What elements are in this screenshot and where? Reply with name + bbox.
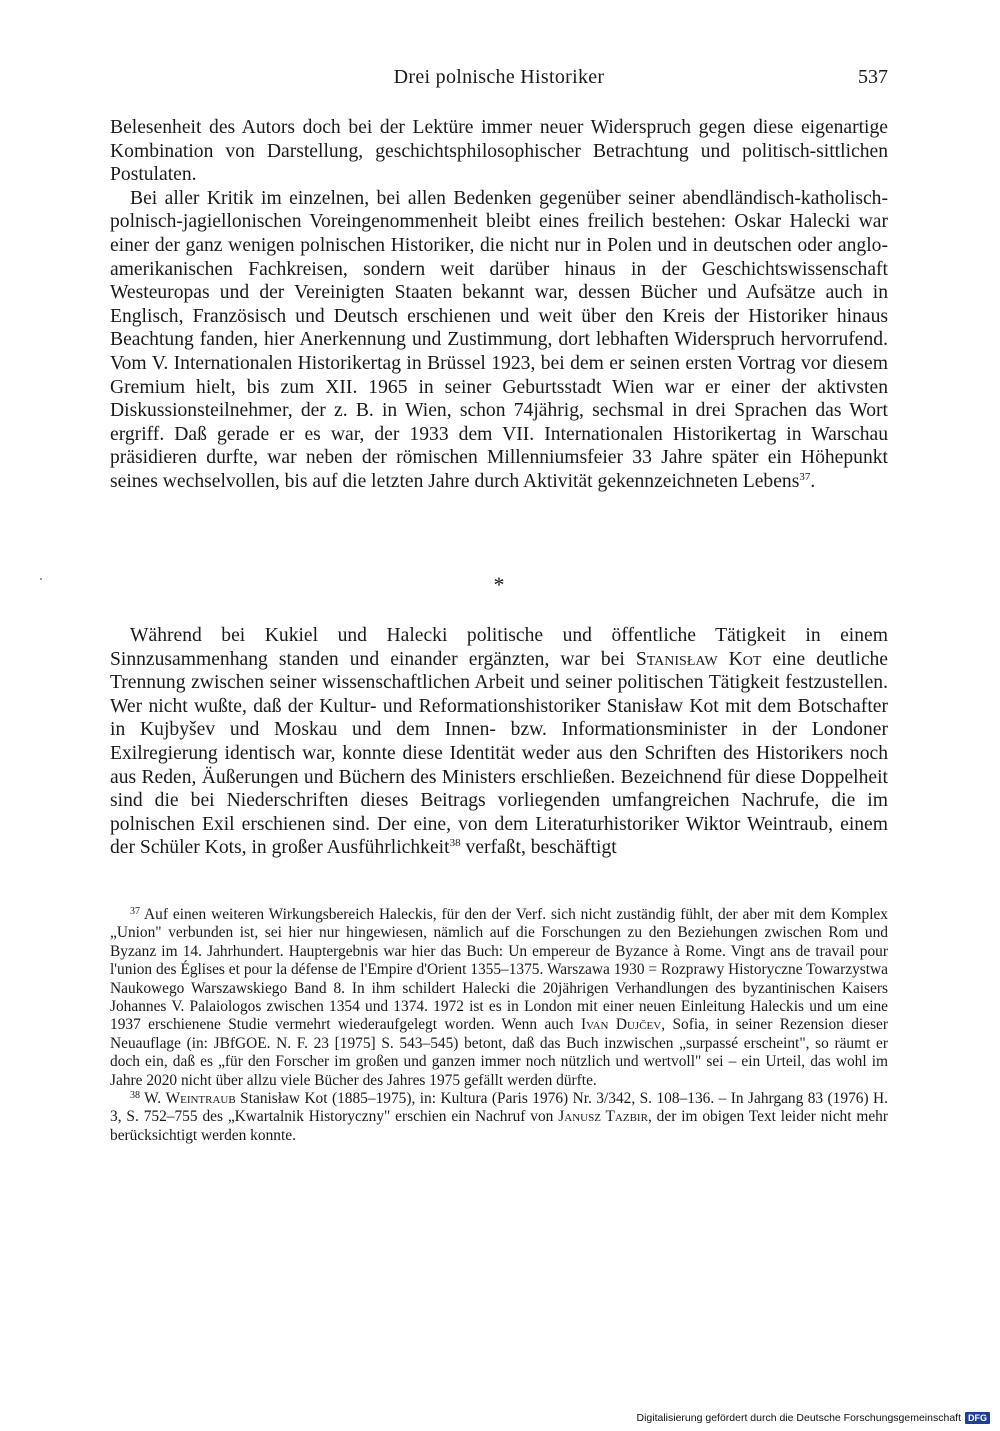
running-header	[110, 66, 888, 96]
paragraph-kot-end: verfaßt, beschäftigt	[460, 837, 617, 859]
person-name-weintraub: Weintraub	[165, 1090, 236, 1108]
paragraph-kot-before: Während bei Kukiel und Halecki politische und öffentliche Tätigkeit in einem Sinnzusammenhang standen und einander ergänzten, war bei	[110, 625, 888, 670]
footnote-number-38: 38	[130, 1090, 140, 1102]
footnote-37-text-b: , Sofia, in seiner Rezension dieser Neuauflage (in: JBfGOE. N. F. 23 [1975] S. 543–545) betont, daß das Buch inzwischen „surpassé erscheint", so räumt er doch ein, daß es „für den Forscher im großen und ganzen immer noch nützlich und wertvoll" sei – ein Urteil, das wohl im Jahre 2020 nicht über allzu viele Bücher des Jahres 1975 gefällt werden dürfte.	[110, 1016, 888, 1089]
paragraph-halecki-end: .	[810, 470, 816, 492]
footnote-37-text-a: Auf einen weiteren Wirkungsbereich Haleckis, für den der Verf. sich nicht zuständig fühlt, der aber mit dem Komplex „Union" verbunden ist, sei hier nur hingewiesen, nämlich auf die Forschungen zu den Beziehungen zwischen Rom und Byzanz im 14. Jahrhundert. Hauptergebnis war hier das Buch: Un empereur de Byzance à Rome. Vingt ans de travail pour l'union des Églises et pour la défense de l'Empire d'Orient 1355–1375. Warszawa 1930 = Rozprawy Historyczne Towarzystwa Naukowego Warszawskiego Band 8. In ihm schildert Halecki die 20jährigen Verhandlungen des byzantinischen Kaisers Johannes V. Palaiologos zwischen 1354 und 1374. 1972 ist es in London mit einer neuen Einleitung Haleckis und um eine 1937 erschienene Studie vermehrt wiederaufgelegt worden. Wenn auch	[110, 906, 888, 1034]
footnotes	[110, 906, 888, 1145]
digitization-credit	[636, 1409, 990, 1427]
paragraph-continuation: Belesenheit des Autors doch bei der Lektüre immer neuer Widerspruch gegen diese eigenartige Kombination von Darstellung, geschichtsphilosophischer Betrachtung und politisch-sittlichen Postulaten.	[110, 117, 888, 186]
footnote-38	[110, 1090, 888, 1145]
main-text-top	[110, 116, 888, 494]
person-name-dujcev: Ivan Dujčev	[580, 1016, 662, 1034]
person-name-kot: Stanisław Kot	[635, 648, 762, 670]
footnote-37	[110, 906, 888, 1090]
footnote-38-pre: W.	[144, 1090, 166, 1108]
footnote-ref-38[interactable]: 38	[449, 837, 461, 850]
page-number: 537	[858, 66, 888, 88]
paragraph-kot-after: eine deutliche Trennung zwischen seiner wissenschaftlichen Arbeit und seiner politischen Tätigkeit festzustellen. Wer nicht wußte, daß der Kultur- und Reformationshistoriker Stanisław Kot mit dem Botschafter in Kujbyšev und Moskau und dem Innen- bzw. Informationsminister in der Londoner Exilregierung identisch war, konnte diese Identität weder aus den Schriften des Historikers noch aus Reden, Äußerungen und Büchern des Ministers erschließen. Bezeichnend für diese Doppelheit sind die bei Niederschriften dieses Beitrags vorliegenden umfangreichen Nachrufe, die im polnischen Exil erschienen sind. Der eine, von dem Literaturhistoriker Wiktor Weintraub, einem der Schüler Kots, in großer Ausführlichkeit	[110, 648, 889, 859]
footnote-38-text-b: , der im obigen Text leider nicht mehr berücksichtigt werden konnte.	[110, 1108, 888, 1144]
paragraph-halecki	[110, 187, 888, 494]
section-separator: *	[493, 572, 505, 597]
dfg-logo-icon[interactable]: DFG	[965, 1412, 990, 1424]
footnote-number-37: 37	[130, 906, 140, 917]
footnote-ref-37[interactable]: 37	[799, 470, 811, 483]
paragraph-halecki-text: Bei aller Kritik im einzelnen, bei allen Bedenken gegenüber seiner abendländisch-katholisch-polnisch-jagiellonischen Voreingenommenheit bleibt eines freilich bestehen: Oskar Halecki war einer der ganz wenigen polnischen Historiker, die nicht nur in Polen und in deutschen oder anglo-amerikanischen Fachkreisen, sondern weit darüber hinaus in der Geschichtswissenschaft Westeuropas und der Vereinigten Staaten bekannt war, dessen Bücher und Aufsätze auch in Englisch, Französisch und Deutsch erschienen und weit über den Kreis der Historiker hinaus Beachtung fanden, hier Anerkennung und Zustimmung, dort lebhaften Widerspruch hervorrufend. Vom V. Internationalen Historikertag in Brüssel 1923, bei dem er seinen ersten Vortrag vor diesem Gremium hielt, bis zum XII. 1965 in seiner Geburtsstadt Wien war er einer der aktivsten Diskussionsteilnehmer, der z. B. in Wien, schon 74jährig, sechsmal in drei Sprachen das Wort ergriff. Daß gerade er es war, der 1933 dem VII. Internationalen Historikertag in Warschau präsidieren durfte, war neben der römischen Millenniumsfeier 33 Jahre später ein Höhepunkt seines wechselvollen, bis auf die letzten Jahre durch Aktivität gekennzeichneten Lebens	[110, 187, 888, 492]
running-title: Drei polnische Historiker	[393, 66, 605, 88]
margin-mark	[40, 578, 42, 580]
person-name-tazbir: Janusz Tazbir	[558, 1108, 648, 1126]
credit-text: Digitalisierung gefördert durch die Deutsche Forschungsgemeinschaft	[636, 1412, 961, 1424]
footnote-38-text-a: Stanisław Kot (1885–1975), in: Kultura (Paris 1976) Nr. 3/342, S. 108–136. – In Jahrgang 83 (1976) H. 3, S. 752–755 des „Kwartalnik Historyczny" erschien ein Nachruf von	[110, 1090, 888, 1126]
main-text-kot	[110, 624, 888, 860]
paragraph-kot	[110, 624, 888, 860]
